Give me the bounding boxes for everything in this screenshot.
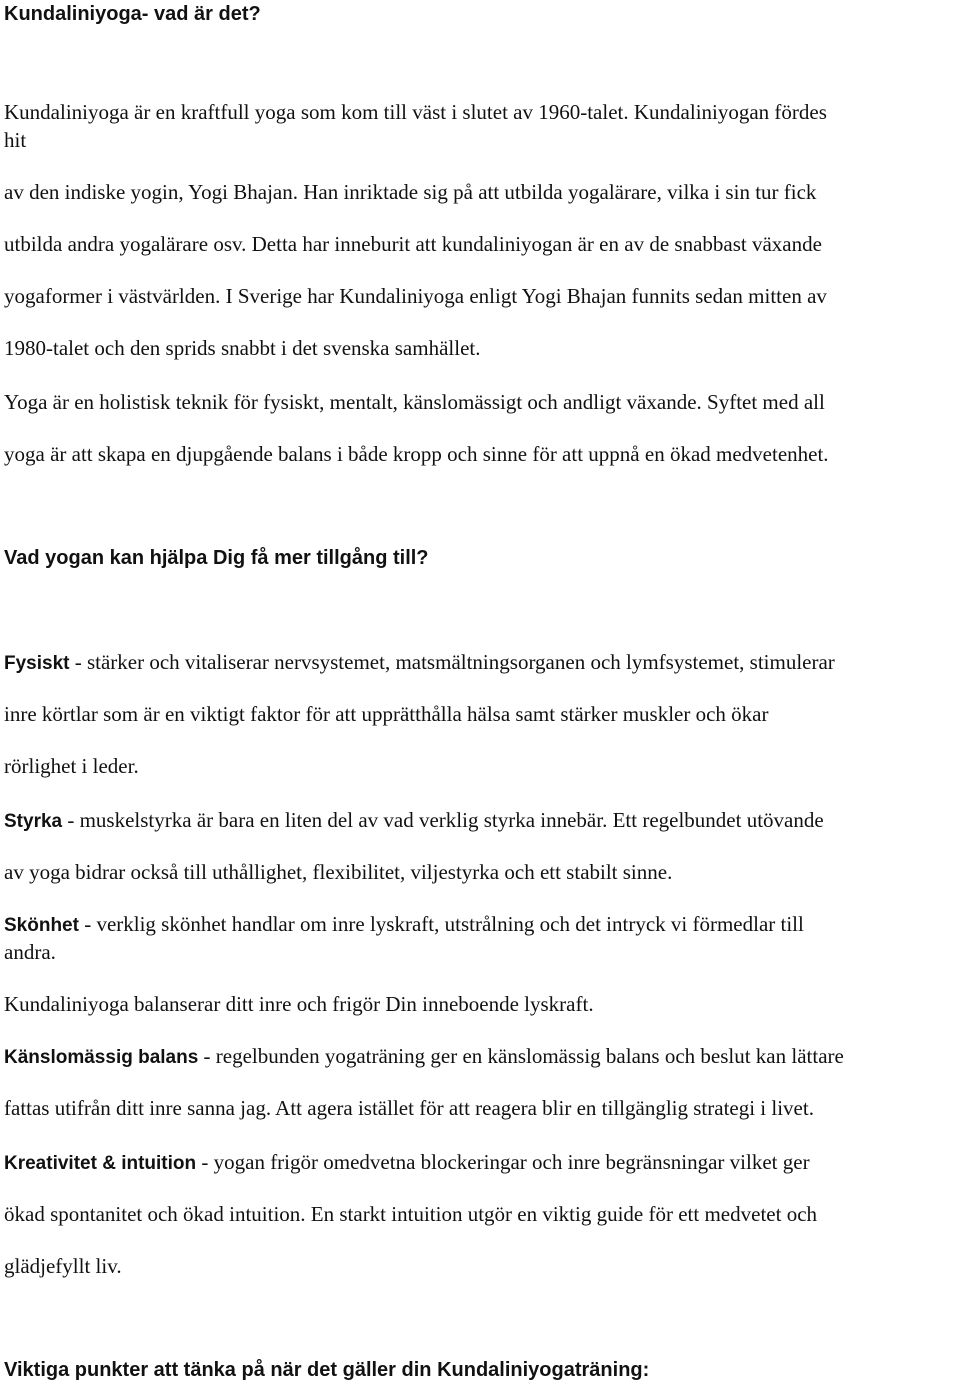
intro-line-7: Yoga är en holistisk teknik för fysiskt, mentalt, känslomässigt och andligt växande. Syftet med all — [4, 390, 825, 414]
intro-line-4: utbilda andra yogalärare osv. Detta har inneburit att kundaliniyogan är en av de snabbast växande — [4, 232, 822, 256]
benefit-kreativitet-line-1 — [4, 1150, 810, 1176]
benefit-fysiskt-line-2: inre körtlar som är en viktigt faktor för att upprätthålla hälsa samt stärker muskler och ökar — [4, 702, 769, 726]
benefit-balans-text: - regelbunden yogaträning ger en känslomässig balans och beslut kan lättare — [198, 1044, 844, 1068]
benefit-fysiskt-line-3: rörlighet i leder. — [4, 754, 139, 778]
benefit-balans-line-2: fattas utifrån ditt inre sanna jag. Att agera istället för att reagera blir en tillgänglig strategi i livet. — [4, 1096, 814, 1120]
intro-line-1: Kundaliniyoga är en kraftfull yoga som kom till väst i slutet av 1960-talet. Kundaliniyogan fördes — [4, 100, 827, 124]
page-title: Kundaliniyoga- vad är det? — [4, 3, 261, 25]
benefit-styrka-line-2: av yoga bidrar också till uthållighet, flexibilitet, viljestyrka och ett stabilt sinne. — [4, 860, 673, 884]
benefit-skonhet-line-2: andra. — [4, 940, 56, 964]
benefit-term-fysiskt: Fysiskt — [4, 653, 70, 674]
benefit-skonhet-line-3: Kundaliniyoga balanserar ditt inre och frigör Din inneboende lyskraft. — [4, 992, 594, 1016]
benefit-fysiskt-line-1 — [4, 650, 835, 676]
benefit-term-styrka: Styrka — [4, 811, 63, 832]
benefit-styrka-text: - muskelstyrka är bara en liten del av vad verklig styrka innebär. Ett regelbundet utövande — [62, 808, 824, 832]
benefit-term-balans: Känslomässig balans — [4, 1047, 199, 1068]
benefit-fysiskt-text: - stärker och vitaliserar nervsystemet, matsmältningsorganen och lymfsystemet, stimulerar — [69, 650, 835, 674]
benefit-skonhet-text: - verklig skönhet handlar om inre lyskraft, utstrålning och det intryck vi förmedlar till — [78, 912, 804, 936]
final-heading: Viktiga punkter att tänka på när det gäller din Kundaliniyogaträning: — [4, 1359, 650, 1381]
intro-line-2: hit — [4, 128, 27, 152]
benefit-kreativitet-text: - yogan frigör omedvetna blockeringar och inre begränsningar vilket ger — [196, 1150, 810, 1174]
benefit-term-skonhet: Skönhet — [4, 915, 79, 936]
section-heading: Vad yogan kan hjälpa Dig få mer tillgång till? — [4, 547, 429, 569]
benefit-balans-line-1 — [4, 1044, 844, 1070]
benefit-styrka-line-1 — [4, 808, 824, 834]
benefit-kreativitet-line-3: glädjefyllt liv. — [4, 1254, 122, 1278]
benefit-term-kreativitet: Kreativitet & intuition — [4, 1153, 197, 1174]
benefit-skonhet-line-1 — [4, 912, 804, 938]
benefit-kreativitet-line-2: ökad spontanitet och ökad intuition. En starkt intuition utgör en viktig guide för ett medvetet och — [4, 1202, 818, 1226]
intro-line-5: yogaformer i västvärlden. I Sverige har Kundaliniyoga enligt Yogi Bhajan funnits sedan mitten av — [4, 284, 827, 308]
intro-line-6: 1980-talet och den sprids snabbt i det svenska samhället. — [4, 336, 481, 360]
intro-line-8: yoga är att skapa en djupgående balans i både kropp och sinne för att uppnå en ökad medvetenhet. — [4, 442, 829, 466]
intro-line-3: av den indiske yogin, Yogi Bhajan. Han inriktade sig på att utbilda yogalärare, vilka i sin tur fick — [4, 180, 817, 204]
